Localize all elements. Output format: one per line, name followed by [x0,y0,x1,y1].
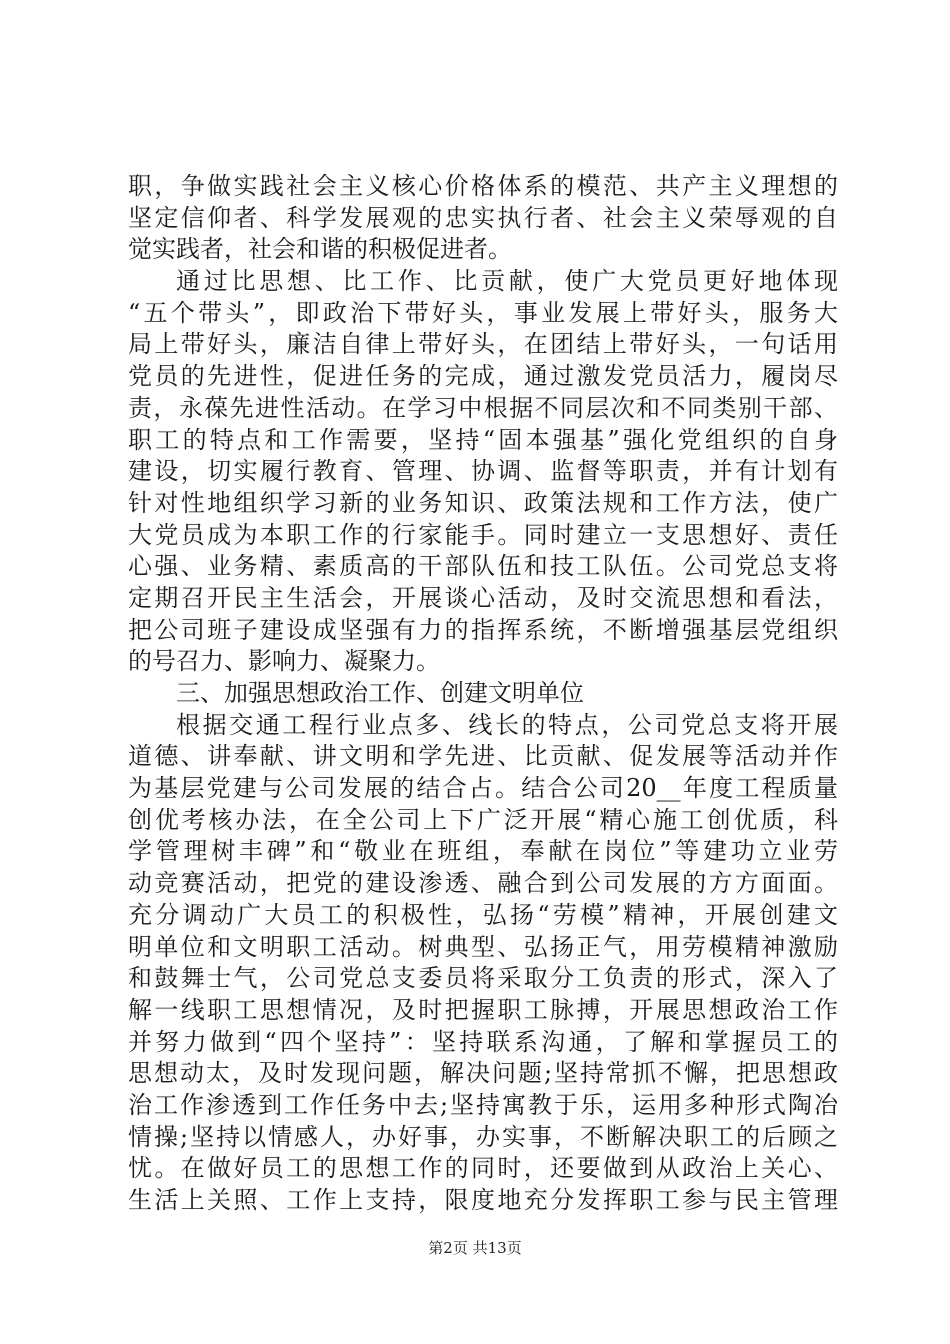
text-line: 职，争做实践社会主义核心价格体系的模范、共产主义理想的 [128,172,838,200]
text-line: “五个带头”，即政治下带好头，事业发展上带好头，服务大 [128,298,838,327]
text-line: 情操;坚持以情感人，办好事，办实事，不断解决职工的后顾之 [128,1122,838,1151]
page-footer: 第2页 共13页 [428,1239,522,1257]
text-line: 生活上关照、工作上支持，限度地充分发挥职工参与民主管理 [128,1186,838,1214]
text-line: 为基层党建与公司发展的结合占。结合公司20__年度工程质量 [128,774,838,803]
text-line: 明单位和文明职工活动。树典型、弘扬正气，用劳模精神激励 [128,932,838,961]
text-line: 动竞赛活动，把党的建设渗透、融合到公司发展的方方面面。 [128,869,838,898]
text-line: 职工的特点和工作需要，坚持“固本强基”强化党组织的自身 [128,425,838,454]
text-line: 局上带好头，廉洁自律上带好头，在团结上带好头，一句话用 [128,330,838,359]
text-line: 思想动太，及时发现问题，解决问题;坚持常抓不懈，把思想政 [128,1059,838,1088]
text-line: 解一线职工思想情况，及时把握职工脉搏，开展思想政治工作 [128,995,838,1024]
text-line: 坚定信仰者、科学发展观的忠实执行者、社会主义荣辱观的自 [128,203,838,232]
text-line: 把公司班子建设成坚强有力的指挥系统，不断增强基层党组织 [128,615,838,644]
text-line: 忧。在做好员工的思想工作的同时，还要做到从政治上关心、 [128,1154,838,1183]
text-line: 充分调动广大员工的积极性，弘扬“劳模”精神，开展创建文 [128,900,838,929]
text-line: 治工作渗透到工作任务中去;坚持寓教于乐，运用多种形式陶冶 [128,1090,838,1119]
text-line: 觉实践者，社会和谐的积极促进者。 [128,235,512,264]
text-line: 针对性地组织学习新的业务知识、政策法规和工作方法，使广 [128,488,838,517]
text-line: 创优考核办法，在全公司上下广泛开展“精心施工创优质，科 [128,805,838,834]
text-line: 和鼓舞士气，公司党总支委员将采取分工负责的形式，深入了 [128,964,838,993]
text-line: 党员的先进性，促进任务的完成，通过激发党员活力，履岗尽 [128,362,838,391]
text-line: 学管理树丰碑”和“敬业在班组，奉献在岗位”等建功立业劳 [128,837,838,866]
text-line: 定期召开民主生活会，开展谈心活动，及时交流思想和看法， [128,583,838,612]
text-line: 心强、业务精、素质高的干部队伍和技工队伍。公司党总支将 [128,552,838,581]
text-line: 大党员成为本职工作的行家能手。同时建立一支思想好、责任 [128,520,838,549]
text-line: 的号召力、影响力、凝聚力。 [128,647,440,676]
document-body [128,171,838,1217]
text-line: 并努力做到“四个坚持”：坚持联系沟通，了解和掌握员工的 [128,1027,838,1056]
text-line: 责，永葆先进性活动。在学习中根据不同层次和不同类别干部、 [128,393,838,422]
section-heading: 三、加强思想政治工作、创建文明单位 [176,679,584,707]
text-line: 建设，切实履行教育、管理、协调、监督等职责，并有计划有 [128,457,838,486]
text-line: 道德、讲奉献、讲文明和学先进、比贡献、促发展等活动并作 [128,742,838,771]
text-line: 通过比思想、比工作、比贡献，使广大党员更好地体现 [176,267,838,296]
text-line: 根据交通工程行业点多、线长的特点，公司党总支将开展 [176,710,838,739]
